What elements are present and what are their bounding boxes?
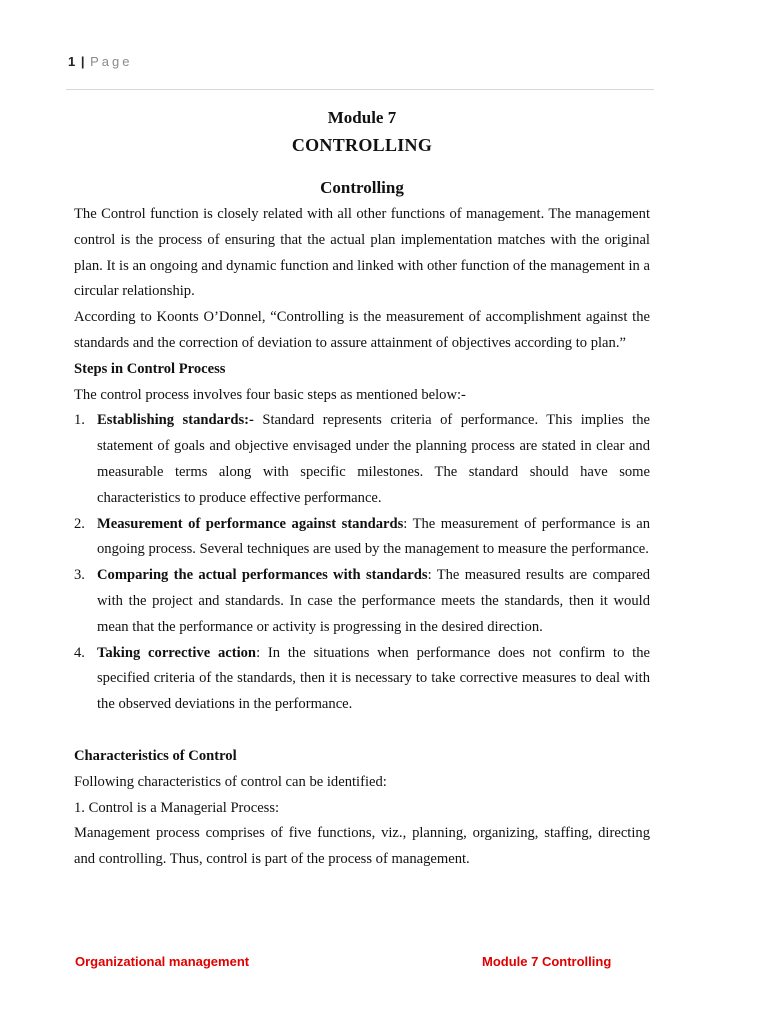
step-text: : The measured results are compared with the project and standards. In case the performance meets the standards, then it would mean that the performance or activity is progressing in the desired direction.: [97, 567, 650, 635]
step-title: Comparing the actual performances with standards: [97, 567, 428, 584]
page-separator: |: [80, 54, 85, 69]
characteristic-text: Management process comprises of five functions, viz., planning, organizing, staffing, directing and controlling. Thus, control is part of the process of management.: [74, 825, 650, 868]
quote-paragraph: According to Koonts O’Donnel, “Controlling is the measurement of accomplishment against the standards and the correction of deviation to assure attainment of objectives according to plan.”: [74, 309, 650, 351]
list-item: [74, 512, 650, 564]
spacer: [74, 718, 650, 744]
list-item: [74, 641, 650, 718]
step-title: Establishing standards:-: [97, 412, 254, 429]
footer-right: Module 7 Controlling: [482, 954, 612, 969]
step-title: Taking corrective action: [97, 644, 257, 661]
page-header: [68, 54, 133, 69]
intro-paragraph: The Control function is closely related with all other functions of management. The management control is the process of ensuring that the actual plan implementation matches with the original plan. It is an ongoing and dynamic function and linked with other function of the management in a circular relationship.: [74, 206, 650, 300]
section-title: Controlling: [320, 178, 404, 197]
page-number: 1: [68, 54, 76, 69]
list-item: [74, 408, 650, 511]
characteristics-heading: Characteristics of Control: [74, 747, 237, 764]
steps-heading: Steps in Control Process: [74, 360, 226, 377]
page-word: Page: [90, 54, 133, 69]
list-number: 2.: [74, 515, 85, 532]
list-item: [74, 563, 650, 640]
step-text: Standard represents criteria of performance. This implies the statement of goals and objective envisaged under the planning process are stated in clear and measurable terms along with specific milestones. The standard should have some characteristics to produce effective performance.: [97, 412, 650, 506]
step-title: Measurement of performance against standards: [97, 515, 404, 532]
list-number: 4.: [74, 644, 85, 661]
module-title: CONTROLLING: [291, 135, 433, 155]
document-body: [74, 106, 650, 873]
header-divider: [66, 89, 654, 90]
module-number: Module 7: [327, 108, 397, 127]
characteristic-title: 1. Control is a Managerial Process:: [74, 799, 280, 816]
list-number: 1.: [74, 412, 85, 429]
steps-list: [74, 408, 650, 718]
list-number: 3.: [74, 567, 85, 584]
step-text: : The measurement of performance is an ongoing process. Several techniques are used by the management to measure the performance.: [97, 515, 650, 558]
footer-left: Organizational management: [75, 954, 250, 969]
characteristics-intro: Following characteristics of control can be identified:: [74, 773, 387, 790]
step-text: : In the situations when performance does not confirm to the specified criteria of the standards, then it is necessary to take corrective measures to deal with the observed deviations in the performance.: [97, 644, 650, 713]
steps-intro: The control process involves four basic steps as mentioned below:-: [74, 386, 466, 403]
